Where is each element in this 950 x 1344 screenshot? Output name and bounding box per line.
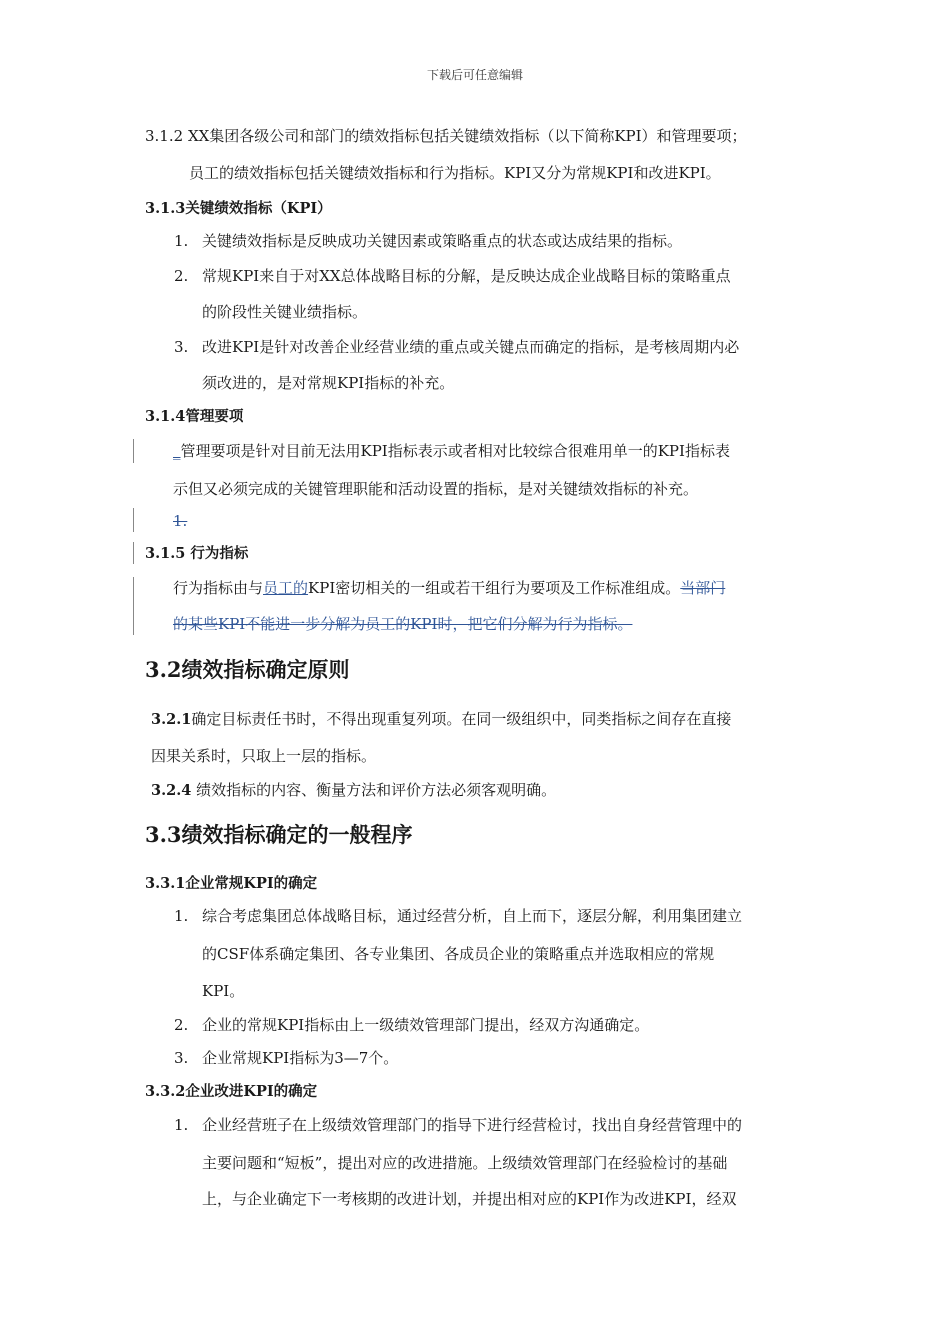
list-number: 2. <box>174 267 189 285</box>
heading-3-2: 3.2绩效指标确定原则 <box>145 657 350 682</box>
change-bar <box>133 439 134 463</box>
section-3-1-2-line2: 员工的绩效指标包括关键绩效指标和行为指标。KPI又分为常规KPI和改进KPI。 <box>189 164 721 182</box>
behavior-paragraph-line1 <box>173 577 725 599</box>
deleted-text: 当部门 <box>680 579 726 597</box>
section-text: XX集团各级公司和部门的绩效指标包括关键绩效指标（以下简称KPI）和管理要项； <box>187 127 747 145</box>
list-text-continuation: 的CSF体系确定集团、各专业集团、各成员企业的策略重点并选取相应的常规 <box>202 945 715 963</box>
principle-3-2-1-line1 <box>151 708 731 731</box>
section-label: 3.2.4 <box>151 782 192 799</box>
management-item-line2: 示但又必须完成的关键管理职能和活动设置的指标，是对关键绩效指标的补充。 <box>173 480 699 498</box>
list-item <box>174 230 682 252</box>
list-text-continuation: KPI。 <box>202 982 245 1000</box>
list-number: 3. <box>174 338 189 356</box>
heading-3-1-5: 3.1.5 行为指标 <box>145 545 249 562</box>
inserted-mark: _ <box>173 442 181 460</box>
change-bar <box>133 508 134 532</box>
list-text-continuation: 须改进的，是对常规KPI指标的补充。 <box>202 374 455 392</box>
principle-3-2-4 <box>151 779 556 802</box>
paragraph-text: KPI密切相关的一组或若干组行为要项及工作标准组成。 <box>308 579 681 597</box>
list-text-continuation: 的阶段性关键业绩指标。 <box>202 303 368 321</box>
list-item <box>174 1114 742 1136</box>
list-item <box>174 905 742 927</box>
section-3-1-2-line1 <box>145 125 747 147</box>
list-number: 1. <box>174 232 189 250</box>
list-number: 2. <box>174 1016 189 1034</box>
paragraph-text: 行为指标由与 <box>173 579 264 597</box>
paragraph-text: 绩效指标的内容、衡量方法和评价方法必须客观明确。 <box>196 781 557 799</box>
deleted-text: 的某些KPI不能进一步分解为员工的KPI时，把它们分解为行为指标。 <box>173 615 633 633</box>
section-label: 3.1.2 <box>145 127 184 145</box>
principle-3-2-1-line2: 因果关系时，只取上一层的指标。 <box>151 747 377 765</box>
change-bar <box>133 577 134 635</box>
list-item <box>174 336 739 358</box>
list-text-continuation: 上，与企业确定下一考核期的改进计划，并提出相对应的KPI作为改进KPI，经双 <box>202 1190 737 1208</box>
change-bar <box>133 542 134 564</box>
list-item <box>174 1047 398 1069</box>
section-label: 3.2.1 <box>151 711 192 728</box>
list-text: 改进KPI是针对改善企业经营业绩的重点或关键点而确定的指标，是考核周期内必 <box>202 338 740 356</box>
list-text: 关键绩效指标是反映成功关键因素或策略重点的状态或达成结果的指标。 <box>202 232 683 250</box>
list-item <box>174 1014 649 1036</box>
inserted-text: 员工的 <box>263 579 309 597</box>
heading-3-3-1: 3.3.1企业常规KPI的确定 <box>145 875 318 892</box>
heading-3-1-3: 3.1.3关键绩效指标（KPI） <box>145 200 332 217</box>
heading-3-1-4: 3.1.4管理要项 <box>145 408 244 425</box>
deleted-list-number: 1. <box>173 512 188 530</box>
paragraph-text: 确定目标责任书时，不得出现重复列项。在同一级组织中，同类指标之间存在直接 <box>191 710 732 728</box>
paragraph-text: 管理要项是针对目前无法用KPI指标表示或者相对比较综合很难用单一的KPI指标表 <box>180 442 730 460</box>
list-text: 企业常规KPI指标为3—7个。 <box>202 1049 399 1067</box>
list-text: 企业经营班子在上级绩效管理部门的指导下进行经营检讨，找出自身经营管理中的 <box>202 1116 743 1134</box>
list-text-continuation: 主要问题和“短板”，提出对应的改进措施。上级绩效管理部门在经验检讨的基础 <box>202 1154 728 1172</box>
heading-3-3: 3.3绩效指标确定的一般程序 <box>145 822 413 847</box>
list-number: 1. <box>174 1116 189 1134</box>
list-text: 综合考虑集团总体战略目标，通过经营分析，自上而下，逐层分解，利用集团建立 <box>202 907 743 925</box>
heading-3-3-2: 3.3.2企业改进KPI的确定 <box>145 1083 318 1100</box>
list-number: 3. <box>174 1049 189 1067</box>
list-text: 企业的常规KPI指标由上一级绩效管理部门提出，经双方沟通确定。 <box>202 1016 650 1034</box>
list-item <box>174 265 731 287</box>
list-text: 常规KPI来自于对XX总体战略目标的分解，是反映达成企业战略目标的策略重点 <box>202 267 731 285</box>
page-header: 下载后可任意编辑 <box>426 68 523 82</box>
management-item-line1 <box>173 440 730 462</box>
list-number: 1. <box>174 907 189 925</box>
